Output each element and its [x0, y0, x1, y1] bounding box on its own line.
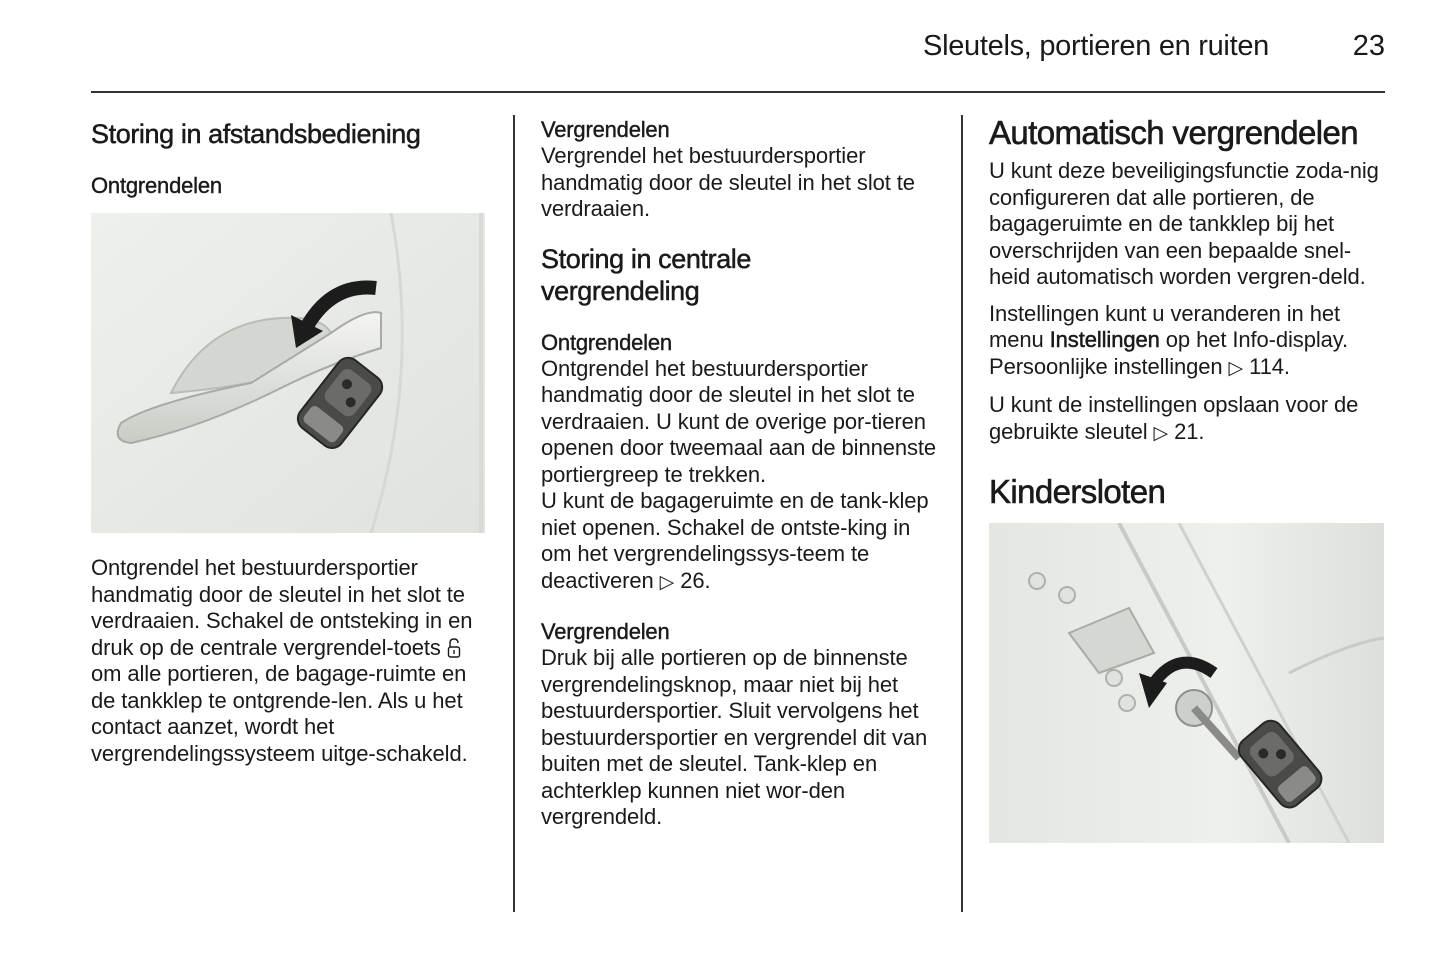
column-divider-2	[961, 115, 963, 912]
paragraph-auto-lock-3-text: U kunt de instellingen opslaan voor de gebruikte sleutel	[989, 392, 1359, 444]
paragraph-central-lock: Druk bij alle portieren op de binnenste vergrendelingsknop, maar niet bij het bestuurdersportier. Sluit vervolgens het bestuurdersportier en vergrendel dit van buiten met de sleutel. Tank-klep en achterklep kunnen niet wor-den vergrendeld.	[541, 645, 928, 829]
reference-arrow-icon: ▷	[1153, 422, 1169, 444]
paragraph-auto-lock-2-post: op het Info-display. Persoonlijke instellingen	[989, 327, 1349, 379]
paragraph-remote-unlock	[91, 555, 491, 767]
reference-arrow-icon: ▷	[1228, 357, 1244, 379]
child-lock-key-image	[989, 523, 1384, 843]
subheading-lock-central: Vergrendelen	[541, 619, 670, 644]
paragraph-auto-lock-3	[989, 392, 1389, 447]
paragraph-central-unlock-2-text: U kunt de bagageruimte en de tank-klep niet openen. Schakel de ontste-king in om het vergrendelingssys-teem te deactiveren	[541, 488, 929, 593]
child-lock-illustration	[989, 523, 1384, 843]
header-divider	[91, 91, 1385, 93]
subheading-lock: Vergrendelen	[541, 117, 670, 142]
section-title-auto-lock: Automatisch vergrendelen	[989, 114, 1358, 151]
page-reference-114[interactable]: 114.	[1249, 353, 1290, 379]
paragraph-auto-lock-2-pre: Instellingen kunt u veranderen in het menu	[989, 300, 1340, 352]
menu-name-instellingen: Instellingen	[1049, 327, 1160, 352]
column-divider-1	[513, 115, 515, 912]
paragraph-remote-unlock-text-1: Ontgrendel het bestuurdersportier handmatig door de sleutel in het slot te verdraaien. Schakel de ontsteking in en druk op de centrale vergrendel-toets	[91, 555, 473, 660]
page-reference-21[interactable]: 21.	[1174, 418, 1205, 444]
column-1	[91, 112, 491, 767]
section-title-central-lock-failure: Storing in centrale vergrendeling	[541, 243, 752, 306]
door-handle-key-image	[91, 213, 485, 533]
subheading-unlock-central: Ontgrendelen	[541, 329, 672, 355]
column-3	[989, 112, 1389, 843]
page-header	[91, 30, 1385, 70]
paragraph-manual-lock: Vergrendel het bestuurdersportier handmatig door de sleutel in het slot te verdraaien.	[541, 143, 915, 221]
paragraph-auto-lock-2	[989, 301, 1389, 383]
paragraph-remote-unlock-text-2: om alle portieren, de bagage-ruimte en de tankklep te ontgrende-len. Als u het contact aanzet, wordt het vergrendelingssysteem uitge-schakeld.	[91, 661, 468, 766]
section-title-child-locks: Kindersloten	[989, 473, 1166, 510]
paragraph-central-unlock-1: Ontgrendel het bestuurdersportier handmatig door de sleutel in het slot te verdraaien. U kunt de overige por-tieren openen door tweemaal aan de binnenste portiergreep te trekken.	[541, 355, 937, 487]
door-handle-key-illustration	[91, 213, 485, 533]
subheading-unlock: Ontgrendelen	[91, 173, 222, 198]
unlock-padlock-icon	[447, 638, 461, 658]
page-reference-26[interactable]: 26.	[680, 567, 711, 593]
reference-arrow-icon: ▷	[659, 571, 675, 593]
section-title-remote-failure: Storing in afstandsbediening	[91, 119, 421, 149]
column-2	[541, 112, 941, 831]
paragraph-central-unlock-2	[541, 488, 941, 596]
paragraph-auto-lock-1: U kunt deze beveiligingsfunctie zoda-nig configureren dat alle portieren, de bagageruimte en de tankklep bij het overschrijden van een bepaalde snel-heid automatisch worden vergren-deld.	[989, 158, 1379, 289]
chapter-title: Sleutels, portieren en ruiten	[923, 30, 1269, 62]
page-number: 23	[1352, 30, 1385, 62]
